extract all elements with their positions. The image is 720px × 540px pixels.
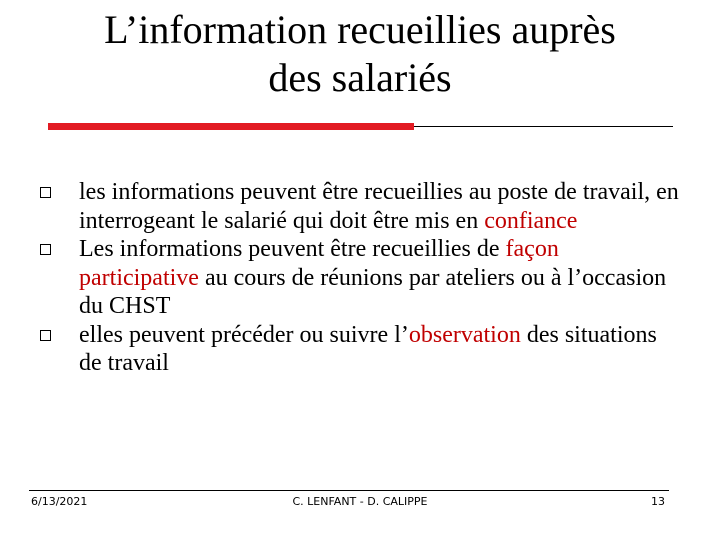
- title-line-2: des salariés: [268, 55, 452, 100]
- footer-date: 6/13/2021: [31, 495, 88, 508]
- title-line-1: L’information recueillies auprès: [104, 7, 616, 52]
- bullet-item-2: [40, 235, 680, 321]
- footer-author: C. LENFANT - D. CALIPPE: [292, 495, 428, 508]
- bullet-item-3: [40, 321, 680, 378]
- footer-divider: [29, 490, 669, 491]
- bullet-1-highlight: confiance: [484, 207, 578, 234]
- bullet-2-text-start: Les informations peuvent être recueillies de: [79, 236, 506, 262]
- hollow-square-bullet-icon: [40, 187, 51, 198]
- bullet-item-1: [40, 178, 680, 235]
- bullet-2-highlight: façon participative: [79, 236, 559, 291]
- bullet-2-text-end: au cours de réunions par ateliers ou à l’occasion du CHST: [79, 264, 667, 319]
- bullet-1-text: les informations peuvent être recueillies au poste de travail, en interrogeant le salarié qui doit être mis en: [79, 179, 679, 234]
- hollow-square-bullet-icon: [40, 244, 51, 255]
- bullet-3-text-start: elles peuvent précéder ou suivre l’: [79, 321, 409, 348]
- footer-page-number: 13: [651, 495, 665, 508]
- bullet-3-text-end: des situations de travail: [79, 321, 657, 376]
- title-accent-bar: [48, 123, 414, 130]
- slide-title: [30, 6, 690, 102]
- bullet-3-highlight: observation: [408, 321, 521, 348]
- hollow-square-bullet-icon: [40, 330, 51, 341]
- bullet-list: [40, 178, 680, 378]
